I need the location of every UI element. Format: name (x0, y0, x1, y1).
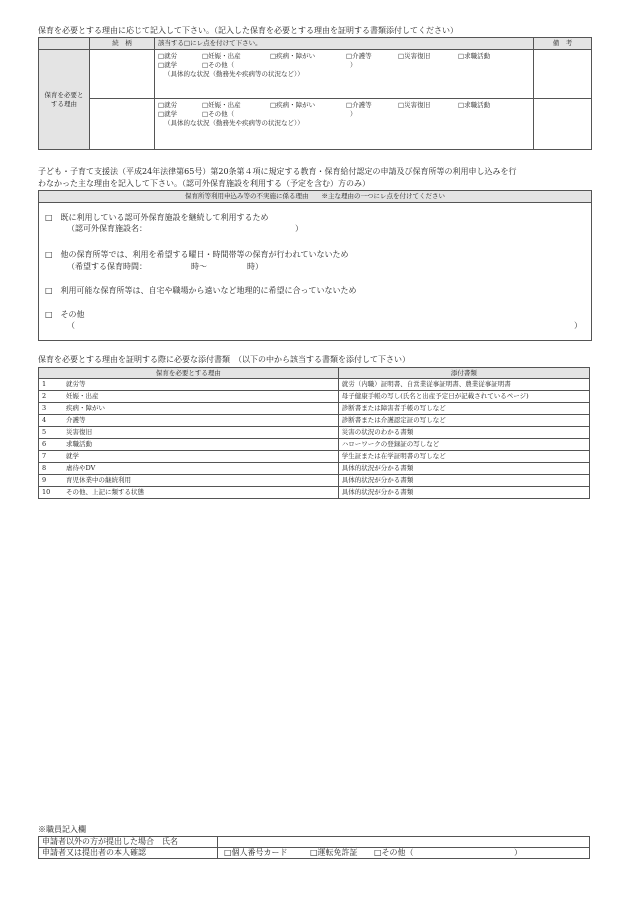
check-cell-2[interactable] (155, 99, 534, 150)
row-number: 6 (39, 439, 64, 451)
non-application-box (38, 190, 592, 341)
option-other[interactable]: □その他（ (202, 110, 235, 118)
table-row (39, 475, 590, 487)
row-docs: 具体的状況が分かる書類 (338, 475, 589, 487)
relation-cell-1[interactable] (90, 50, 155, 99)
row-label: 保育を必要とする理由 (39, 50, 90, 150)
option-illness[interactable]: □疾病・障がい (270, 52, 316, 60)
row-docs: 診断書または介護認定証の写しなど (338, 415, 589, 427)
row-number: 4 (39, 415, 64, 427)
option-other-close: ） (350, 110, 357, 118)
row-number: 7 (39, 451, 64, 463)
relation-cell-2[interactable] (90, 99, 155, 150)
option-job-search[interactable]: □求職活動 (458, 101, 491, 109)
row-docs: 診断書または障害者手帳の写しなど (338, 403, 589, 415)
option-study[interactable]: □就学 (158, 61, 178, 69)
row-docs: ハローワークの登録証の写しなど (338, 439, 589, 451)
option-other-close: ） (350, 61, 357, 69)
option-study[interactable]: □就学 (158, 110, 178, 118)
facility-name-field[interactable]: （認可外保育施設名： ） (67, 224, 303, 233)
reason-item-1[interactable]: □ 既に利用している認可外保育施設を継続して利用するため (45, 213, 269, 222)
option-employment[interactable]: □就労 (158, 101, 178, 109)
row-number: 3 (39, 403, 64, 415)
row-reason: 就学 (63, 451, 338, 463)
other-id-close: ） (514, 848, 522, 857)
table-row (39, 379, 590, 391)
staff-name-field[interactable] (218, 837, 590, 848)
row-docs: 学生証または在学証明書の写しなど (338, 451, 589, 463)
check-cell-1[interactable] (155, 50, 534, 99)
table-row (39, 403, 590, 415)
section2-title-line2: わなかった主な理由を記入して下さい。（認可外保育施設を利用する（予定を含む）方のみ） (38, 179, 370, 188)
row-reason: 就労等 (63, 379, 338, 391)
staff-title: ※職員記入欄 (38, 825, 86, 834)
section3-title: 保育を必要とする理由を証明する際に必要な添付書類 （以下の中から該当する書類を添付して下さい） (38, 355, 410, 364)
note-cell-1[interactable] (534, 50, 592, 99)
non-application-header: 保育所等利用申込み等の不実施に係る理由 ※主な理由の一つにレ点を付けてください (39, 191, 591, 203)
row-number: 10 (39, 487, 64, 499)
col-reason: 保育を必要とする理由 (39, 368, 339, 379)
section2-title-line1: 子ども・子育て支援法（平成24年法律第65号）第20条第４項に規定する教育・保育給付認定の申請及び保育所等の利用申し込みを行 (38, 167, 517, 176)
table-row (39, 415, 590, 427)
row-docs: 具体的状況が分かる書類 (338, 487, 589, 499)
row-reason: 育児休業中の継続利用 (63, 475, 338, 487)
option-care[interactable]: □介護等 (346, 101, 372, 109)
note-cell-2[interactable] (534, 99, 592, 150)
row-number: 1 (39, 379, 64, 391)
table-row (39, 439, 590, 451)
row-reason: 虐待やDV (63, 463, 338, 475)
option-pregnancy[interactable]: □妊娠・出産 (202, 52, 241, 60)
row-reason: 介護等 (63, 415, 338, 427)
other-id-option[interactable]: □その他（ (374, 848, 414, 857)
reason-item-4[interactable]: □ その他 (45, 310, 85, 319)
staff-table (38, 836, 590, 859)
option-care[interactable]: □介護等 (346, 52, 372, 60)
row-docs: 母子健康手帳の写し(氏名と出産予定日が記載されているページ) (338, 391, 589, 403)
detail-text: （具体的な状況（勤務先や疾病等の状況など）） (164, 70, 304, 78)
option-other[interactable]: □その他（ (202, 61, 235, 69)
reason-item-2[interactable]: □ 他の保育所等では、利用を希望する曜日・時間帯等の保育が行われていないため (45, 250, 349, 259)
row-reason: 疾病・障がい (63, 403, 338, 415)
option-pregnancy[interactable]: □妊娠・出産 (202, 101, 241, 109)
col-relation: 続 柄 (90, 38, 155, 50)
desired-hours-field[interactable]: （希望する保育時間： 時～ 時） (67, 262, 263, 271)
row-reason: 求職活動 (63, 439, 338, 451)
row-number: 9 (39, 475, 64, 487)
col-docs: 添付書類 (338, 368, 589, 379)
table-row (39, 391, 590, 403)
option-job-search[interactable]: □求職活動 (458, 52, 491, 60)
table-row (39, 487, 590, 499)
table-row (39, 451, 590, 463)
col-note: 備 考 (534, 38, 592, 50)
row-reason: その他、上記に類する状態 (63, 487, 338, 499)
license-option[interactable]: □運転免許証 (310, 848, 358, 857)
table-row (39, 427, 590, 439)
reason-table (38, 37, 592, 150)
row-number: 8 (39, 463, 64, 475)
row-reason: 災害復旧 (63, 427, 338, 439)
table-row (39, 463, 590, 475)
staff-row2-label: 申請者又は提出者の本人確認 (39, 848, 218, 859)
id-card-option[interactable]: □個人番号カード (224, 848, 288, 857)
option-illness[interactable]: □疾病・障がい (270, 101, 316, 109)
row-reason: 妊娠・出産 (63, 391, 338, 403)
row-docs: 災害の状況のわかる書類 (338, 427, 589, 439)
staff-row1-label: 申請者以外の方が提出した場合 氏名 (39, 837, 218, 848)
col-check: 該当する□にレ点を付けて下さい。 (155, 38, 534, 50)
documents-table (38, 367, 590, 499)
option-disaster[interactable]: □災害復旧 (398, 101, 431, 109)
option-employment[interactable]: □就労 (158, 52, 178, 60)
option-disaster[interactable]: □災害復旧 (398, 52, 431, 60)
row-docs: 就労（内職）証明書、自営業従事証明書、農業従事証明書 (338, 379, 589, 391)
section1-title: 保育を必要とする理由に応じて記入して下さい。（記入した保育を必要とする理由を証明する書類添付してください） (38, 26, 458, 35)
row-docs: 具体的状況が分かる書類 (338, 463, 589, 475)
row-number: 5 (39, 427, 64, 439)
other-close-paren: ） (574, 321, 582, 330)
row-number: 2 (39, 391, 64, 403)
other-open-paren: （ (67, 321, 75, 330)
detail-text: （具体的な状況（勤務先や疾病等の状況など）） (164, 119, 304, 127)
reason-item-3[interactable]: □ 利用可能な保育所等は、自宅や職場から遠いなど地理的に希望に合っていないため (45, 286, 357, 295)
